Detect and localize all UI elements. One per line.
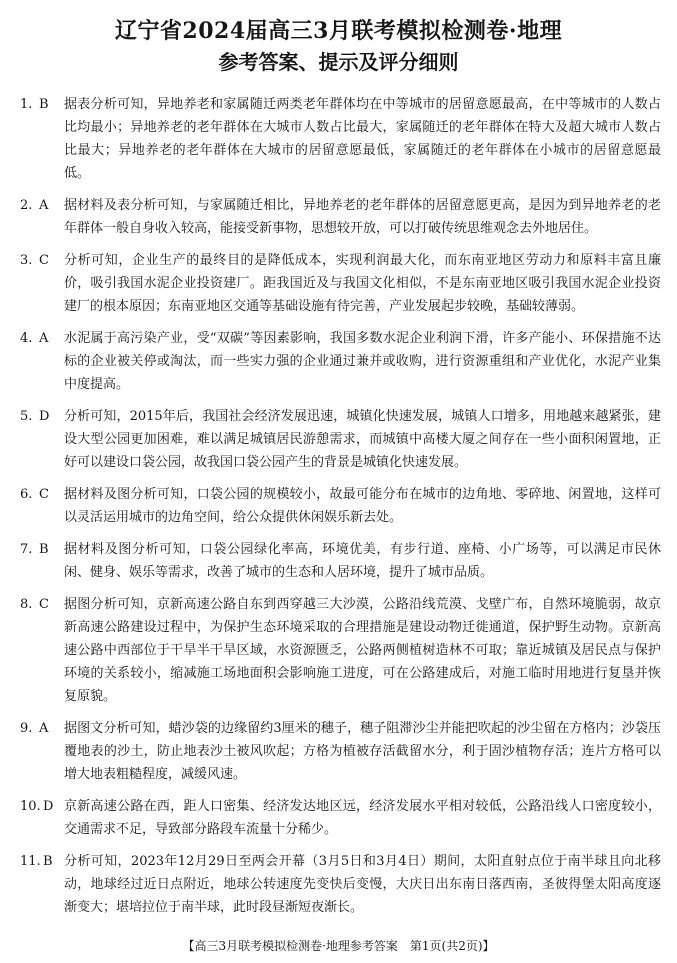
item-answer: A — [39, 721, 49, 736]
answer-item-1 — [20, 93, 661, 185]
item-explanation: 据图文分析可知，蜡沙袋的边缘留约3厘米的穗子，穗子阻滞沙尘并能把吹起的沙尘留在方格内；沙袋压覆地表的沙土，防止地表沙土被风吹起；方格为植被存活截留水分，利于固沙植物存活；连片方格可以增大地表粗糙程度，减缓风速。 — [64, 721, 661, 782]
item-answer: C — [39, 487, 49, 502]
answer-item-3 — [20, 249, 661, 318]
answer-item-11 — [20, 850, 661, 919]
item-explanation: 水泥属于高污染产业，受“双碳”等因素影响，我国多数水泥企业利润下滑，许多产能小、环保措施不达标的企业被关停或淘汰，而一些实力强的企业通过兼并或收购，进行资源重组和产业优化，水泥产业集中度提高。 — [64, 331, 661, 392]
item-answer: B — [39, 542, 49, 557]
answer-list — [20, 93, 661, 928]
item-explanation: 分析可知，企业生产的最终目的是降低成本，实现利润最大化，而东南亚地区劳动力和原料丰富且廉价，吸引我国水泥企业投资建厂。距我国近及与我国文化相似，不是东南亚地区吸引我国水泥企业投资建厂的根本原因；东南亚地区交通等基础设施有待完善，产业发展起步较晚，基础较薄弱。 — [64, 253, 661, 314]
answer-item-7 — [20, 538, 661, 584]
item-number: 8. — [20, 597, 33, 612]
answer-item-8 — [20, 593, 661, 708]
item-answer: A — [39, 331, 49, 346]
item-number: 6. — [20, 487, 33, 502]
item-answer: D — [43, 799, 54, 814]
answer-item-2 — [20, 194, 661, 240]
item-number: 10. — [20, 799, 41, 814]
item-number: 5. — [20, 409, 33, 424]
page-subtitle: 参考答案、提示及评分细则 — [218, 50, 459, 74]
item-explanation: 据表分析可知，异地养老和家属随迁两类老年群体均在中等城市的居留意愿最高，在中等城市的人数占比均最小；异地养老的老年群体在大城市人数占比最大，家属随迁的老年群体在特大及超大城市人数占比最大；异地养老的老年群体在大城市的居留意愿最低，家属随迁的老年群体在小城市的居留意愿最低。 — [64, 97, 661, 181]
answer-item-9 — [20, 717, 661, 786]
item-answer: B — [43, 854, 53, 869]
answer-item-4 — [20, 327, 661, 396]
answer-item-5 — [20, 405, 661, 474]
item-explanation: 据图分析可知，京新高速公路自东到西穿越三大沙漠，公路沿线荒漠、戈壁广布，自然环境脆弱，故京新高速公路建设过程中，为保护生态环境采取的合理措施是建设动物迁徙通道，保护野生动物。京新高速公路中西部位于干旱半干旱区域，水资源匮乏，公路两侧植树造林不可取；靠近城镇及居民点与保护环境的关系较小，缩减施工场地面积会影响施工进度，可在公路建成后，对施工临时用地进行复垦并恢复原貌。 — [64, 597, 661, 704]
answer-item-6 — [20, 483, 661, 529]
item-answer: A — [39, 198, 49, 213]
page-footer: 【高三3月联考模拟检测卷·地理参考答案 第1页(共2页)】 — [182, 939, 495, 953]
item-explanation: 分析可知，2023年12月29日至两会开幕（3月5日和3月4日）期间，太阳直射点位于南半球且向北移动，地球经过近日点附近，地球公转速度先变快后变慢，大庆日出东南日落西南，圣彼得堡太阳高度逐渐变大；堪培拉位于南半球，此时段昼渐短夜渐长。 — [64, 854, 661, 915]
item-answer: C — [39, 597, 49, 612]
item-explanation: 据材料及表分析可知，与家属随迁相比，异地养老的老年群体的居留意愿更高，是因为到异地养老的老年群体一般自身收入较高，能接受新事物，思想较开放，可以打破传统思维观念去外地居住。 — [64, 198, 661, 236]
item-answer: B — [39, 97, 49, 112]
item-explanation: 京新高速公路在西，距人口密集、经济发达地区远，经济发展水平相对较低，公路沿线人口密度较小，交通需求不足，导致部分路段车流量十分稀少。 — [64, 799, 661, 837]
item-number: 4. — [20, 331, 33, 346]
item-explanation: 据材料及图分析可知，口袋公园的规模较小，故最可能分布在城市的边角地、零碎地、闲置地，这样可以灵活运用城市的边角空间，给公众提供休闲娱乐新去处。 — [64, 487, 661, 525]
answer-item-10 — [20, 795, 661, 841]
item-explanation: 据材料及图分析可知，口袋公园绿化率高，环境优美，有步行道、座椅、小广场等，可以满足市民休闲、健身、娱乐等需求，改善了城市的生态和人居环境，提升了城市品质。 — [64, 542, 661, 580]
item-answer: D — [39, 409, 50, 424]
item-number: 2. — [20, 198, 33, 213]
page-title: 辽宁省2024届高三3月联考模拟检测卷·地理 — [114, 18, 563, 44]
item-number: 9. — [20, 721, 33, 736]
item-answer: C — [39, 253, 49, 268]
item-number: 1. — [20, 97, 33, 112]
item-number: 11. — [20, 854, 41, 869]
item-explanation: 分析可知，2015年后，我国社会经济发展迅速，城镇化快速发展，城镇人口增多，用地越来越紧张，建设大型公园更加困难，难以满足城镇居民游憩需求，而城镇中高楼大厦之间存在一些小面积闲置地，正好可以建设口袋公园，故我国口袋公园产生的背景是城镇化快速发展。 — [64, 409, 661, 470]
item-number: 3. — [20, 253, 33, 268]
item-number: 7. — [20, 542, 33, 557]
